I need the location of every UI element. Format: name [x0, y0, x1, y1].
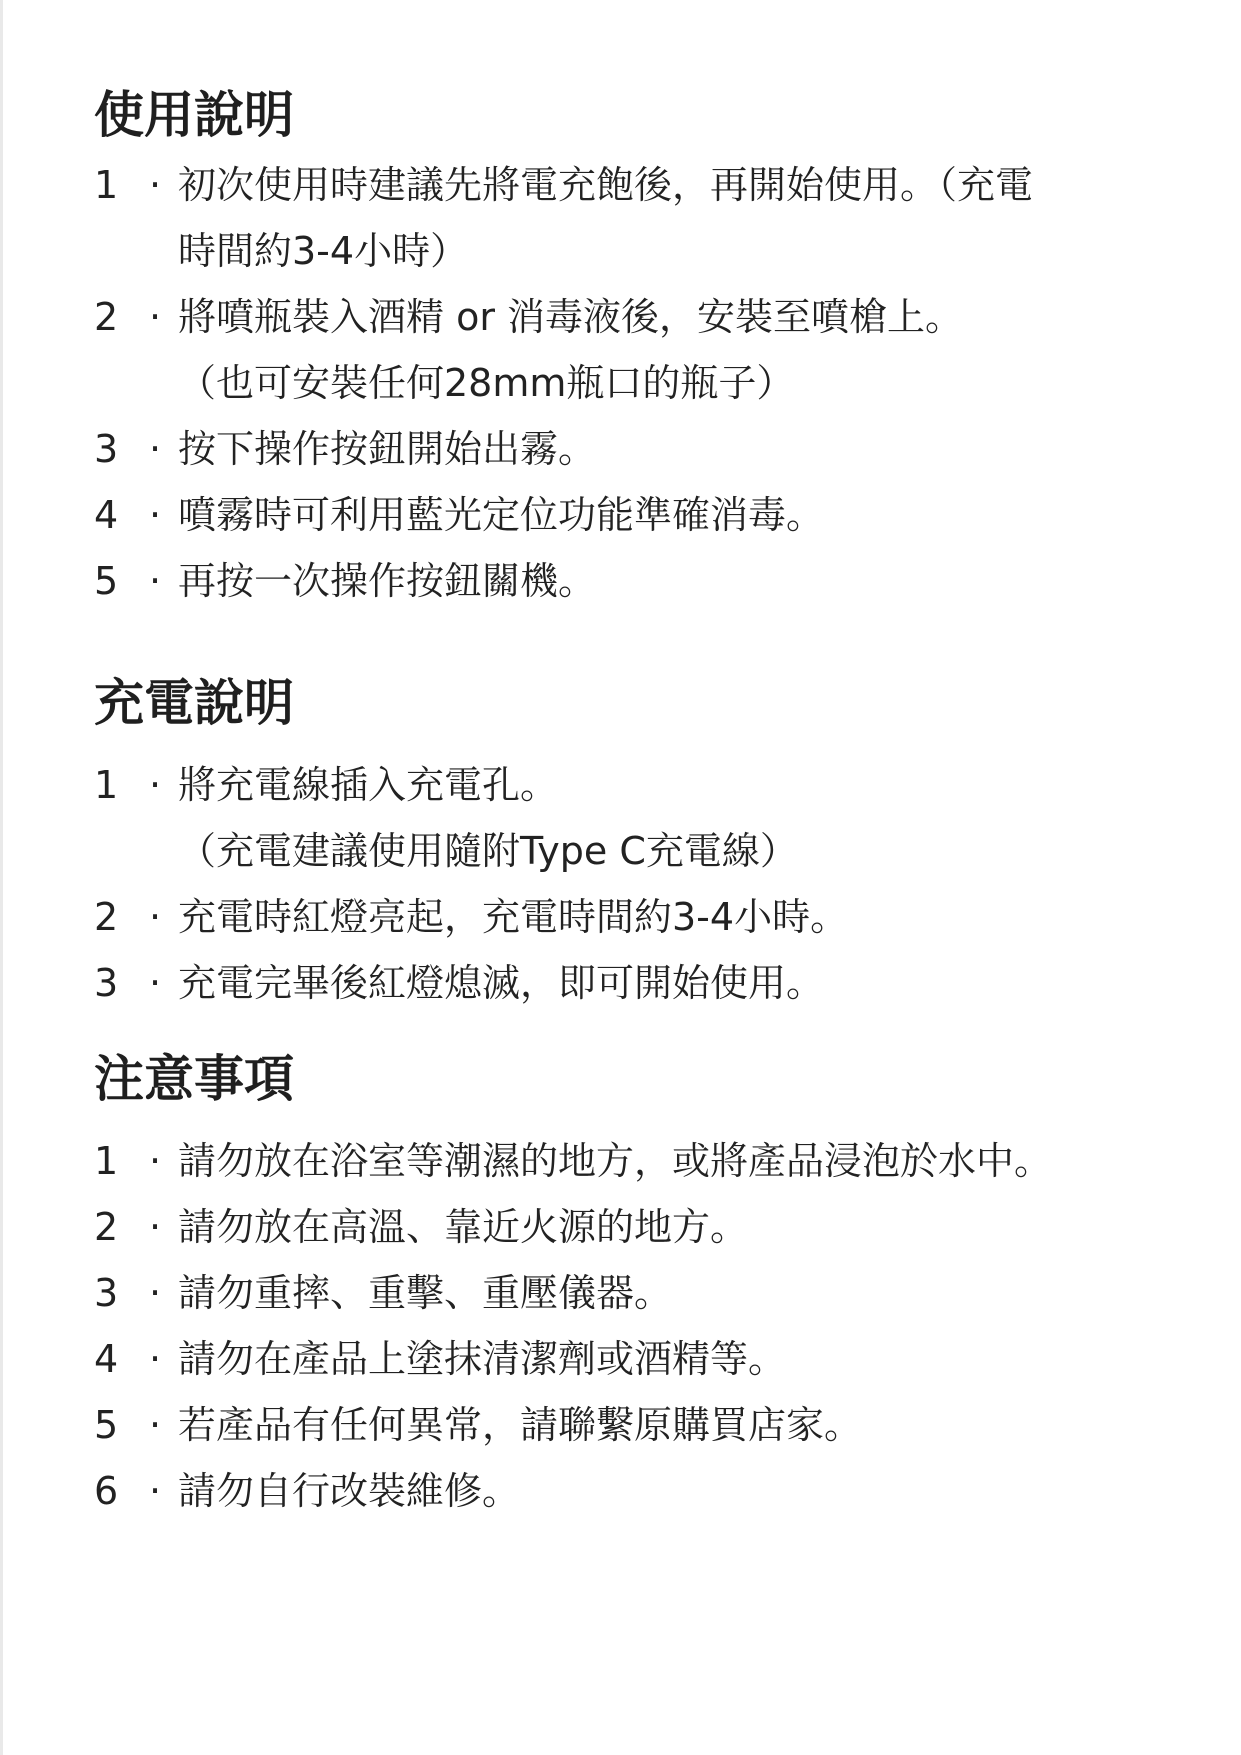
item-text [178, 416, 1174, 482]
item-line: 請勿重摔、重擊、重壓儀器。 [178, 1271, 673, 1315]
item-text [178, 1326, 1174, 1392]
item-number: 5 [94, 1403, 119, 1447]
item-number: 1 [94, 763, 119, 807]
list-item [94, 950, 1174, 1016]
list-item [94, 1458, 1174, 1524]
item-text [178, 1194, 1174, 1260]
item-text [178, 152, 1174, 284]
item-line: （充電建議使用隨附Type C充電線） [178, 829, 798, 873]
item-text [178, 284, 1174, 416]
precautions-list [94, 1128, 1174, 1524]
list-item [94, 284, 1174, 416]
list-item [94, 482, 1174, 548]
item-separator: · [148, 895, 162, 939]
item-number: 5 [94, 559, 119, 603]
item-separator: · [148, 763, 162, 807]
item-number: 3 [94, 427, 119, 471]
list-item [94, 152, 1174, 284]
precautions-section [94, 1044, 1174, 1524]
item-line: （也可安裝任何28mm瓶口的瓶子） [178, 361, 795, 405]
list-item [94, 884, 1174, 950]
item-separator: · [148, 1337, 162, 1381]
item-number: 2 [94, 895, 119, 939]
item-text [178, 482, 1174, 548]
list-item [94, 416, 1174, 482]
item-line: 充電時紅燈亮起，充電時間約3-4小時。 [178, 895, 849, 939]
item-number: 6 [94, 1469, 119, 1513]
usage-list [94, 152, 1174, 614]
item-line: 若產品有任何異常，請聯繫原購買店家。 [178, 1403, 863, 1447]
item-separator: · [148, 493, 162, 537]
item-line: 請勿放在高溫、靠近火源的地方。 [178, 1205, 749, 1249]
item-text [178, 548, 1174, 614]
item-number: 4 [94, 1337, 119, 1381]
item-line: 按下操作按鈕開始出霧。 [178, 427, 597, 471]
item-separator: · [148, 163, 162, 207]
item-number: 4 [94, 493, 119, 537]
item-text [178, 884, 1174, 950]
item-text [178, 950, 1174, 1016]
list-item [94, 1392, 1174, 1458]
item-text [178, 1458, 1174, 1524]
list-item [94, 1326, 1174, 1392]
section-title: 使用說明 [94, 86, 294, 144]
item-number: 1 [94, 163, 119, 207]
list-item [94, 548, 1174, 614]
item-separator: · [148, 1205, 162, 1249]
item-separator: · [148, 295, 162, 339]
instruction-sheet [94, 80, 1174, 1524]
item-line: 將噴瓶裝入酒精 or 消毒液後，安裝至噴槍上。 [178, 295, 964, 339]
item-line: 請勿在產品上塗抹清潔劑或酒精等。 [178, 1337, 787, 1381]
item-line: 再按一次操作按鈕關機。 [178, 559, 597, 603]
item-text [178, 1260, 1174, 1326]
item-number: 2 [94, 295, 119, 339]
list-item [94, 752, 1174, 884]
item-text [178, 1128, 1174, 1194]
item-number: 1 [94, 1139, 119, 1183]
item-text [178, 752, 1174, 884]
item-line: 請勿自行改裝維修。 [178, 1469, 521, 1513]
item-line: 時間約3-4小時） [178, 229, 469, 273]
item-line: 充電完畢後紅燈熄滅，即可開始使用。 [178, 961, 825, 1005]
item-separator: · [148, 1469, 162, 1513]
item-line: 將充電線插入充電孔。 [178, 763, 559, 807]
item-line: 初次使用時建議先將電充飽後，再開始使用。（充電 [178, 163, 1034, 207]
item-line: 請勿放在浴室等潮濕的地方，或將產品浸泡於水中。 [178, 1139, 1053, 1183]
section-title: 充電說明 [94, 674, 294, 732]
item-text [178, 1392, 1174, 1458]
list-item [94, 1194, 1174, 1260]
item-separator: · [148, 961, 162, 1005]
item-separator: · [148, 427, 162, 471]
page-edge-divider [0, 0, 3, 1755]
charging-section [94, 668, 1174, 1016]
item-line: 噴霧時可利用藍光定位功能準確消毒。 [178, 493, 825, 537]
list-item [94, 1260, 1174, 1326]
item-number: 2 [94, 1205, 119, 1249]
item-separator: · [148, 1271, 162, 1315]
item-separator: · [148, 1139, 162, 1183]
usage-section [94, 80, 1174, 614]
item-number: 3 [94, 1271, 119, 1315]
section-title: 注意事項 [94, 1050, 294, 1108]
item-separator: · [148, 559, 162, 603]
item-separator: · [148, 1403, 162, 1447]
item-number: 3 [94, 961, 119, 1005]
charging-list [94, 752, 1174, 1016]
list-item [94, 1128, 1174, 1194]
